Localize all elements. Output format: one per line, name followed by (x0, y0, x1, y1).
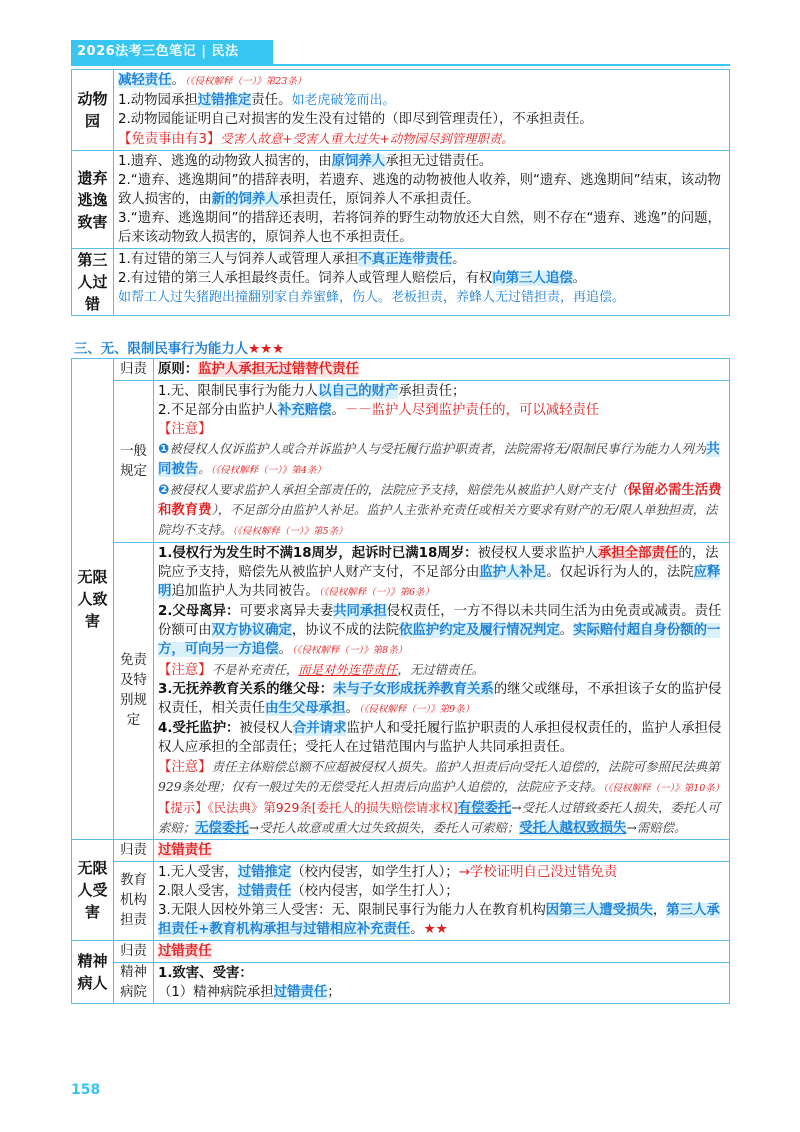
school-exempt: →学校证明自己没过错免责 (458, 865, 618, 880)
abandoned-row (72, 151, 730, 249)
birth-parents: 由生父母承担 (265, 701, 346, 716)
agreement: 双方协议确定 (211, 623, 292, 638)
third-plus-edu: 第三人承担责任+教育机构承担与过错相应补充责任 (158, 903, 720, 937)
victim-principle (154, 840, 730, 862)
court-determine: 依监护约定及履行情况判定 (399, 623, 560, 638)
incap-head: 无限人致害 (72, 359, 114, 840)
incap-general-sub: 一般规定 (114, 381, 154, 543)
incap-exemption-sub: 免责及特别规定 (114, 543, 154, 840)
abandoned-line-3: 3.“遗弃、逃逸期间”的措辞还表明，若将饲养的野生动物放还大自然，则不存在“遗弃、逃逸”的问题，后来该动物致人损害的，原饲养人也不承担责任。 (118, 211, 721, 245)
victim-edu-row (72, 862, 730, 941)
guardian-makeup: 监护人补足 (479, 565, 547, 580)
exceed-authority: 受托人越权致损失 (519, 821, 627, 836)
no-upbringing: 未与子女形成抚养教育关系 (333, 682, 494, 697)
animal-liability-table (71, 69, 730, 316)
incap-exemption-row (72, 543, 730, 840)
guardian-vicarious: 监护人承担无过错替代责任 (198, 362, 359, 377)
third-loss: 因第三人遭受损失 (545, 903, 653, 918)
attention-tag-3: 【注意】 (158, 760, 212, 775)
mental-hospital-sub: 精神病院 (114, 963, 154, 1004)
own-property: 以自己的财产 (318, 384, 399, 399)
full-liability: 承担全部责任 (598, 546, 679, 561)
mental-hospital: 1.致害、受害： （1）精神病院承担过错责任； (154, 963, 730, 1004)
victim-edu: 1.无人受害，过错推定（校内侵害，如学生打人）；→学校证明自己没过错免责 2.限人受害，过错责任（校内侵害，如学生打人）； 3.无限人因校外第三人受害：无、限制民事行为能力人在教育机构因第三人遭受损失，第三人承担责任+教育机构承担与过错相应补充责任。★★ (154, 862, 730, 941)
incap-principle-row (72, 359, 730, 381)
zoo-example: 如老虎破笼而出。 (291, 93, 396, 108)
should-explain: 应释明 (158, 565, 721, 599)
paid-entrust: 有偿委托 (457, 801, 512, 816)
edu-fault: 过错责任 (237, 884, 292, 899)
abandoned-content: 1.遗弃、逃逸的动物致人损害的，由原饲养人承担无过错责任。 2.“遗弃、逃逸期间”的措辞表明，若遗弃、逃逸的动物被他人收养，则“遗弃、逃逸期间”结束，该动物致人损害的，由新的饲养人承担责任，原饲养人不承担责任。 3.“遗弃、逃逸期间”的措辞还表明，若将饲养的野生动物放还大自然，则不存在“遗弃、逃逸”的问题，后来该动物致人损害的，原饲养人也不承担责任。 (114, 151, 730, 249)
bullet-2-icon: ❷ (158, 483, 170, 498)
page-number: 158 (71, 1082, 101, 1098)
mental-line-1: 1.致害、受害： (158, 966, 253, 981)
zoo-reduce: 减轻责任 (118, 73, 172, 88)
abandoned-head: 遗弃逃逸致害 (72, 151, 114, 249)
victim-head: 无限人受害 (72, 840, 114, 941)
external-joint: 而是对外连带责任 (298, 662, 398, 677)
section-title: 三、无、限制民事行为能力人★★★ (74, 342, 285, 357)
incap-principle: 原则：监护人承担无过错替代责任 (154, 359, 730, 381)
header-rule (71, 64, 730, 66)
victim-stars: ★★ (423, 922, 448, 937)
incap-general: 1.无、限制民事行为能力人以自己的财产承担责任； 2.不足部分由监护人补充赔偿。－－监护人尽到监护责任的，可以减轻责任 【注意】 ❶被侵权人仅诉监护人或合并诉监护人与受托履行监护职责者，法院需将无/限制民事行为能力人列为共同被告。（《侵权解释（一）》第4条） ❷被侵权人要求监护人承担全部责任的，法院应予支持，赔偿先从被监护人财产支付（保留必需生活费和教育费），不足部分由监护人补足。监护人主张补充责任或相关方要求有财产的无/限人单独担责，法院均不支持。（《侵权解释（一）》第5条） (154, 381, 730, 543)
mental-principle-sub: 归责 (114, 941, 154, 963)
header-banner: 2026法考三色笔记 | 民法 (71, 40, 273, 64)
zoo-exemption-note: 受害人故意+受害人重大过失+动物园尽到管理职责。 (220, 131, 514, 146)
third-party-row (72, 249, 730, 316)
zoo-head: 动物园 (72, 70, 114, 151)
zoo-exemption-tag: 【免责事由有3】 (118, 132, 221, 147)
incapacity-table (71, 358, 730, 1004)
mental-principle-row (72, 941, 730, 963)
victim-principle-row (72, 840, 730, 862)
zoo-cite: （《侵权解释（一）》第23条） (184, 76, 307, 87)
jointly-bear: 共同承担 (333, 604, 387, 619)
attention-tag-1: 【注意】 (158, 422, 212, 437)
supplementary-compensation: 补充赔偿 (277, 403, 332, 418)
edu-fault-presumed: 过错推定 (237, 865, 292, 880)
attention-tag-2: 【注意】 (158, 663, 212, 678)
recourse-share: 实际赔付超自身份额的一方，可向另一方追偿 (158, 623, 721, 657)
reserve-living-cost: 保留必需生活费和教育费 (158, 483, 722, 518)
victim-edu-sub: 教育机构担责 (114, 862, 154, 941)
mental-head: 精神病人 (72, 941, 114, 1004)
third-party-head: 第三人过错 (72, 249, 114, 316)
zoo-content: 减轻责任。（《侵权解释（一）》第23条） 1.动物园承担过错推定责任。如老虎破笼而出。 2.动物园能证明自己对损害的发生没有过错的（即尽到管理责任），不承担责任。 【免责事由有3】受害人故意+受害人重大过失+动物园尽到管理职责。 (114, 70, 730, 151)
third-party-content: 1.有过错的第三人与饲养人或管理人承担不真正连带责任。 2.有过错的第三人承担最终责任。饲养人或管理人赔偿后，有权向第三人追偿。 如帮工人过失猪跑出撞翻别家自养蜜蜂，伤人。老板担责，养蜂人无过错担责，再追偿。 (114, 249, 730, 316)
bullet-1-icon: ❶ (158, 442, 170, 457)
combined-claim: 合并请求 (292, 721, 347, 736)
free-entrust: 无偿委托 (195, 821, 249, 836)
incap-general-row (72, 381, 730, 543)
incap-principle-sub: 归责 (114, 359, 154, 381)
mental-hospital-row (72, 963, 730, 1004)
third-party-example: 如帮工人过失猪跑出撞翻别家自养蜜蜂，伤人。老板担责，养蜂人无过错担责，再追偿。 (118, 290, 626, 305)
joint-defendant: 共同被告 (158, 442, 720, 477)
section-stars: ★★★ (248, 342, 285, 357)
tip-tag: 【提示】《民法典》第929条[委托人的损失赔偿请求权] (158, 800, 458, 815)
hospital-fault: 过错责任 (273, 985, 328, 1000)
original-keeper: 原饲养人 (331, 154, 386, 169)
victim-fault: 过错责任 (158, 843, 212, 858)
zoo-fault-presumed: 过错推定 (197, 93, 252, 108)
new-keeper: 新的饲养人 (211, 192, 279, 207)
non-genuine-joint: 不真正连带责任 (358, 252, 453, 267)
recourse-third: 向第三人追偿 (492, 271, 573, 286)
incap-exemption: 1.侵权行为发生时不满18周岁，起诉时已满18周岁：被侵权人要求监护人承担全部责任的，法院应予支持，赔偿先从被监护人财产支付，不足部分由监护人补足。仅起诉行为人的，法院应释明追加监护人为共同被告。（《侵权解释（一）》第6条） 2.父母离异：可要求离异夫妻共同承担侵权责任，一方不得以未共同生活为由免责或减责。责任份额可由双方协议确定，协议不成的法院依监护约定及履行情况判定。实际赔付超自身份额的一方，可向另一方追偿。（《侵权解释（一）》第8条） 【注意】不是补充责任，而是对外连带责任，无过错责任。 3.无抚养教育关系的继父母：未与子女形成抚养教育关系的继父或继母，不承担该子女的监护侵权责任，相关责任由生父母承担。（《侵权解释（一）》第9条） 4.受托监护：被侵权人合并请求监护人和受托履行监护职责的人承担侵权责任的，监护人承担侵权人应承担的全部责任；受托人在过错范围内与监护人共同承担责任。 【注意】责任主体赔偿总额不应超被侵权人损失。监护人担责后向受托人追偿的，法院可参照民法典第929条处理；仅有一般过失的无偿受托人担责后向监护人追偿的，法院应予支持。（《侵权解释（一）》第10条） 【提示】《民法典》第929条[委托人的损失赔偿请求权]有偿委托→受托人过错致委托人损失，委托人可索赔；无偿委托→受托人故意或重大过失致损失，委托人可索赔；受托人越权致损失→需赔偿。 (154, 543, 730, 840)
mental-principle (154, 941, 730, 963)
reduce-note: －－监护人尽到监护责任的，可以减轻责任 (344, 403, 600, 418)
zoo-line-2: 2.动物园能证明自己对损害的发生没有过错的（即尽到管理责任），不承担责任。 (118, 112, 593, 127)
victim-principle-sub: 归责 (114, 840, 154, 862)
mental-fault: 过错责任 (158, 944, 212, 959)
zoo-row (72, 70, 730, 151)
